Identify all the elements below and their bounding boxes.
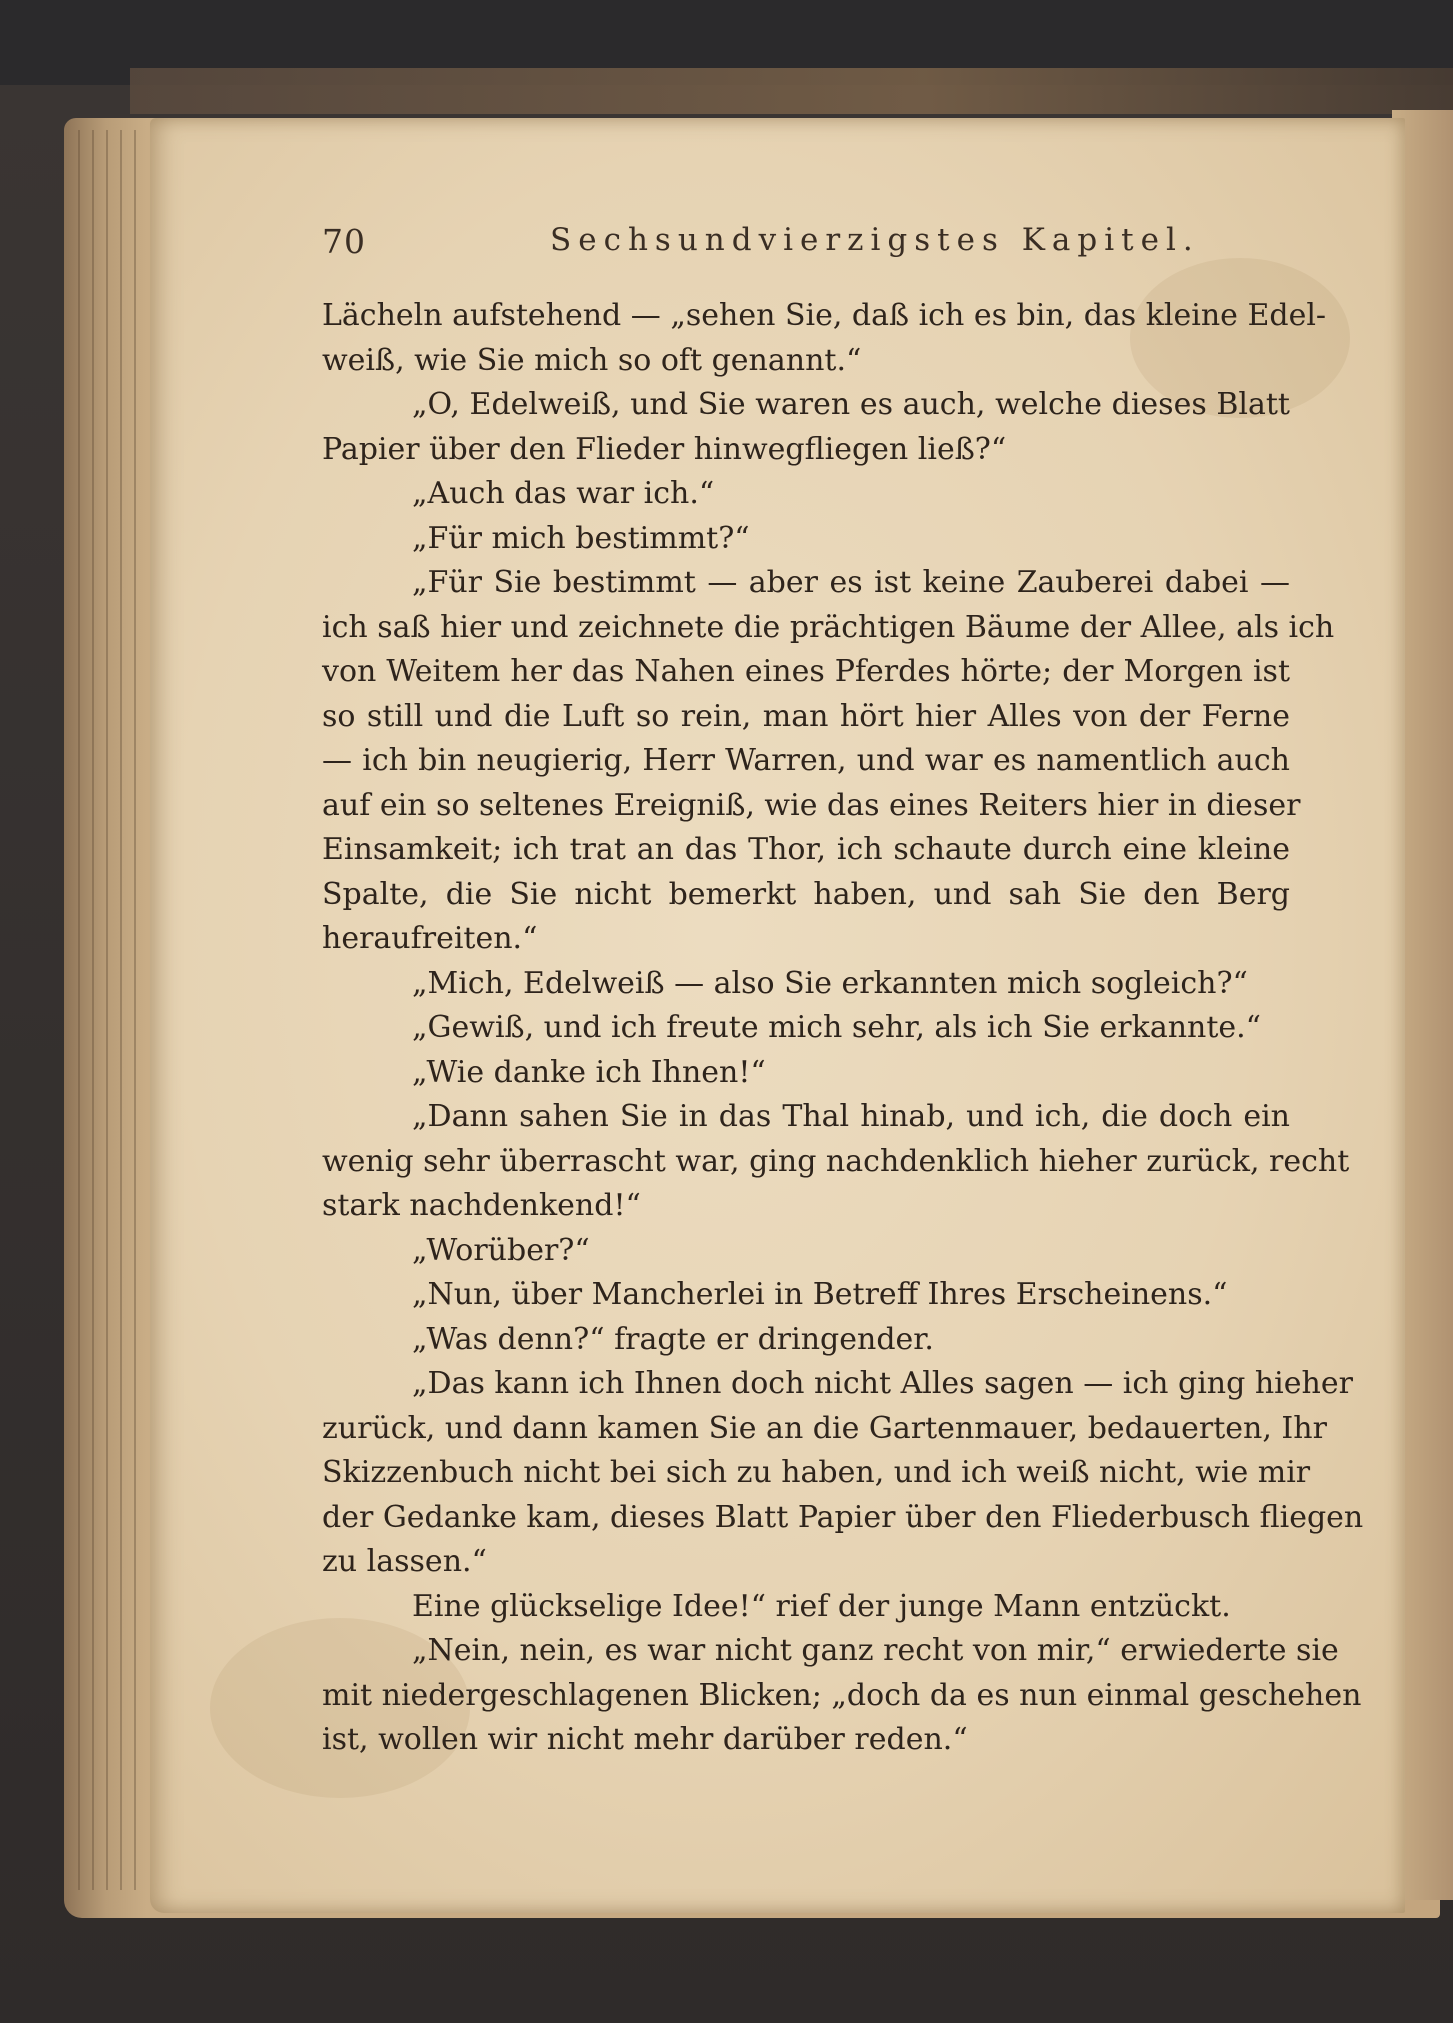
text-line: von Weitem her das Nahen eines Pferdes hörte; der Morgen ist [322, 654, 1290, 689]
text-line: Lächeln aufstehend — „sehen Sie, daß ich es bin, das kleine Edel- [322, 298, 1327, 333]
text-line: „Auch das war ich.“ [412, 476, 715, 511]
page-number: 70 [322, 222, 366, 261]
page-edge-line [78, 130, 80, 1890]
text-line: „Worüber?“ [412, 1232, 590, 1268]
text-line: mit niedergeschlagenen Blicken; „doch da es nun einmal geschehen [322, 1677, 1362, 1713]
spine-strip [130, 68, 1453, 114]
page-edge-line [134, 130, 136, 1890]
text-line: — ich bin neugierig, Herr Warren, und war es namentlich auch [322, 743, 1290, 778]
page-header [322, 222, 1200, 266]
page-edge-line [120, 130, 122, 1890]
text-line: „Gewiß, und ich freute mich sehr, als ich Sie erkannte.“ [412, 1010, 1262, 1045]
text-line: zurück, und dann kamen Sie an die Gartenmauer, bedauerten, Ihr [322, 1410, 1327, 1446]
running-head: Sechsundvierzigstes Kapitel. [550, 222, 1200, 258]
text-line: „Dann sahen Sie in das Thal hinab, und ich, die doch ein [412, 1099, 1290, 1134]
text-line: Papier über den Flieder hinwegfliegen ließ?“ [322, 431, 1007, 467]
text-line: so still und die Luft so rein, man hört hier Alles von der Ferne [322, 698, 1290, 734]
text-line: „Nun, über Mancherlei in Betreff Ihres Erscheinens.“ [412, 1277, 1228, 1312]
text-line: „Für Sie bestimmt — aber es ist keine Zauberei dabei — [412, 565, 1290, 600]
text-line: „Mich, Edelweiß — also Sie erkannten mich sogleich?“ [412, 965, 1248, 1001]
text-line: „Für mich bestimmt?“ [412, 520, 750, 556]
text-line: heraufreiten.“ [322, 921, 538, 956]
text-line: ist, wollen wir nicht mehr darüber reden.“ [322, 1722, 968, 1757]
text-line: auf ein so seltenes Ereigniß, wie das eines Reiters hier in dieser [322, 787, 1301, 823]
text-line: Spalte, die Sie nicht bemerkt haben, und sah Sie den Berg [322, 876, 1290, 912]
text-line: ich saß hier und zeichnete die prächtigen Bäume der Allee, als ich [322, 609, 1335, 645]
text-line: „O, Edelweiß, und Sie waren es auch, welche dieses Blatt [412, 387, 1290, 422]
text-line: „Das kann ich Ihnen doch nicht Alles sagen — ich ging hieher [412, 1366, 1353, 1401]
text-line: zu lassen.“ [322, 1544, 487, 1579]
text-line: der Gedanke kam, dieses Blatt Papier über den Fliederbusch fliegen [322, 1499, 1364, 1535]
text-line: wenig sehr überrascht war, ging nachdenklich hieher zurück, recht [322, 1143, 1350, 1179]
page-edge-line [106, 130, 108, 1890]
text-line: Skizzenbuch nicht bei sich zu haben, und ich weiß nicht, wie mir [322, 1455, 1311, 1490]
text-line: „Was denn?“ fragte er dringender. [412, 1321, 934, 1357]
page-edge-line [92, 130, 94, 1890]
text-line: Eine glückselige Idee!“ rief der junge Mann entzückt. [412, 1588, 1231, 1624]
body-text [322, 294, 1364, 1763]
text-line: stark nachdenkend!“ [322, 1188, 641, 1223]
text-line: „Nein, nein, es war nicht ganz recht von mir,“ erwiederte sie [412, 1633, 1339, 1668]
text-line: „Wie danke ich Ihnen!“ [412, 1054, 766, 1090]
text-line: Einsamkeit; ich trat an das Thor, ich schaute durch eine kleine [322, 832, 1290, 867]
text-line: weiß, wie Sie mich so oft genannt.“ [322, 342, 862, 378]
